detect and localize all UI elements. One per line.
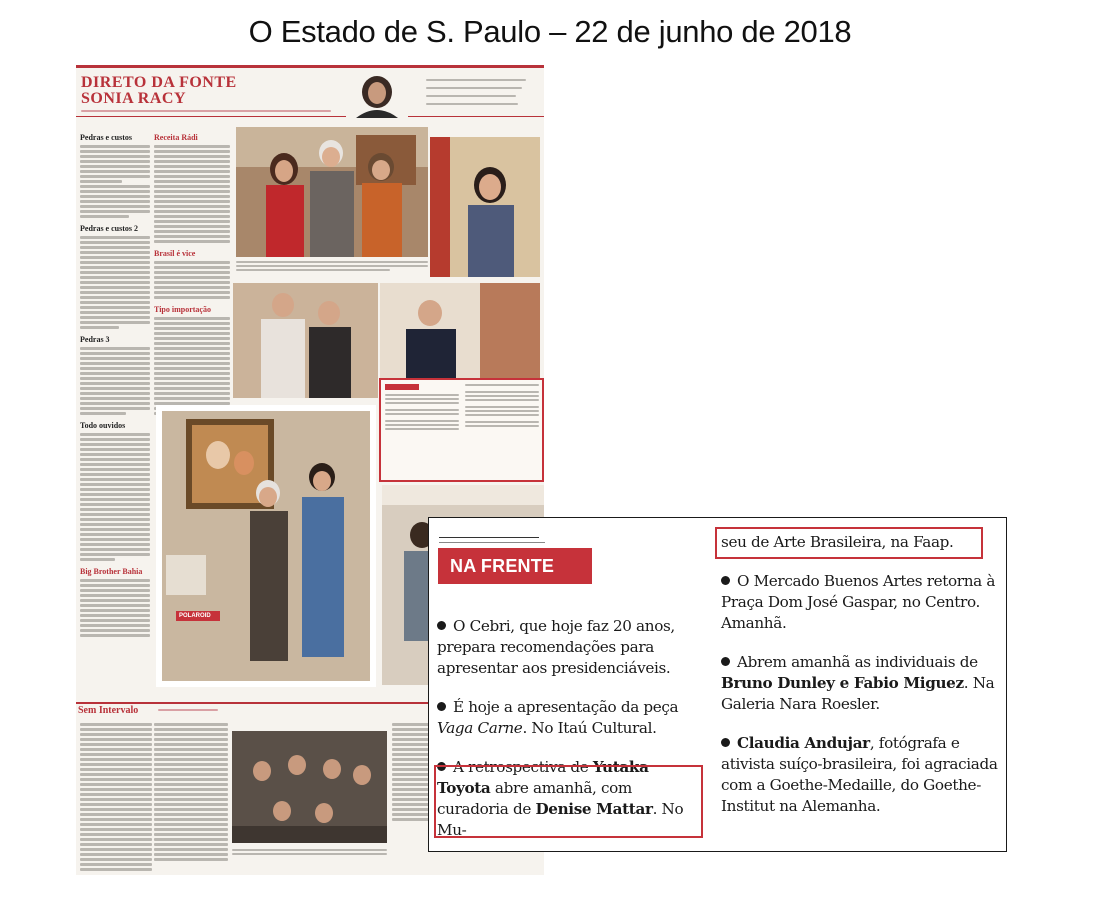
- polaroid-photo: [156, 405, 376, 687]
- news-item-cebri: [437, 616, 705, 679]
- polaroid-label: [176, 611, 220, 621]
- sem-intervalo-title: Sem Intervalo: [78, 705, 139, 716]
- column-section-title: DIRETO DA FONTE: [81, 74, 237, 91]
- event-photo-group: [236, 127, 428, 257]
- photo-caption: [236, 261, 428, 273]
- na-frente-zoom-callout: [428, 517, 1007, 852]
- band-photo-caption: [232, 849, 387, 857]
- news-item-text: , fotógrafa e ativista suíço-brasileira, foi agraciada com a Goethe-Medaille, do Goethe-Institut na Alemanha.: [721, 734, 998, 815]
- bullet-icon: [437, 621, 446, 630]
- divider-rule: [439, 537, 539, 538]
- text-column-second: [154, 127, 230, 427]
- bullet-icon: [721, 738, 730, 747]
- news-item-text: seu de Arte Brasileira, na Faap.: [721, 533, 954, 551]
- text-column-left: [80, 127, 150, 747]
- band-photo: [232, 731, 387, 843]
- artist-name: Yutaka Toyota: [437, 758, 649, 797]
- highlight-box-museu: [715, 527, 983, 559]
- sem-intervalo-contact: [158, 709, 218, 713]
- column-staff-list: [426, 76, 540, 107]
- column-heading: Brasil é vice: [154, 249, 196, 258]
- portrait-photo-right: [430, 137, 540, 277]
- na-frente-heading: NA FRENTE: [438, 548, 592, 584]
- news-item-claudia: [721, 733, 999, 817]
- bullet-icon: [721, 657, 730, 666]
- sem-intervalo-text-right: [392, 723, 432, 873]
- divider-rule: [439, 542, 545, 543]
- news-item-vaga-carne: [437, 697, 705, 739]
- bullet-icon: [437, 702, 446, 711]
- highlight-box-yutaka: [434, 765, 703, 838]
- column-heading: Pedras e custos: [80, 133, 132, 142]
- news-item-text: A retrospectiva de: [453, 758, 589, 776]
- play-title: Vaga Carne: [437, 719, 523, 737]
- column-heading: Big Brother Bahia: [80, 567, 143, 576]
- na-frente-box-small: [379, 378, 544, 482]
- news-item-text: O Mercado Buenos Artes retorna à Praça Dom José Gaspar, no Centro. Amanhã.: [721, 572, 996, 632]
- column-heading: Tipo importação: [154, 305, 211, 314]
- news-item-individuais: [721, 652, 999, 715]
- column-heading: Todo ouvidos: [80, 421, 126, 430]
- news-item-text: . No Mu-: [437, 800, 684, 839]
- news-item-text: . No Itaú Cultural.: [522, 719, 657, 737]
- na-frente-label-small: [385, 384, 419, 390]
- event-photo-two-men: [233, 283, 378, 398]
- news-item-text: abre amanhã, com curadoria de: [437, 779, 632, 818]
- column-heading: Pedras 3: [80, 335, 110, 344]
- page-title: O Estado de S. Paulo – 22 de junho de 2018: [248, 14, 852, 49]
- news-item-text: Abrem amanhã as individuais de: [737, 653, 978, 671]
- news-item-mercado: [721, 571, 999, 634]
- news-item-text: . Na Galeria Nara Roesler.: [721, 674, 995, 713]
- column-heading: Pedras e custos 2: [80, 224, 138, 233]
- column-author: SONIA RACY: [81, 90, 187, 107]
- artist-names: Bruno Dunley e Fabio Miguez: [721, 674, 964, 692]
- curator-name: Denise Mattar: [535, 800, 653, 818]
- sem-intervalo-text-left: [80, 723, 152, 873]
- news-item-text: O Cebri, que hoje faz 20 anos, prepara recomendações para apresentar aos presidenciáveis.: [437, 617, 675, 677]
- sem-intervalo-text-mid: [154, 723, 228, 873]
- column-contact-line: [81, 108, 331, 114]
- polaroid-label-text: POLAROID: [179, 613, 211, 619]
- column-masthead: [76, 65, 544, 117]
- photographer-name: Claudia Andujar: [737, 734, 870, 752]
- bullet-icon: [721, 576, 730, 585]
- column-heading: Receita Rádi: [154, 133, 198, 142]
- portrait-photo-man: [380, 283, 540, 378]
- callout-right-column: [721, 532, 999, 835]
- author-portrait-image: [346, 72, 408, 118]
- news-item-text: É hoje a apresentação da peça: [453, 698, 679, 716]
